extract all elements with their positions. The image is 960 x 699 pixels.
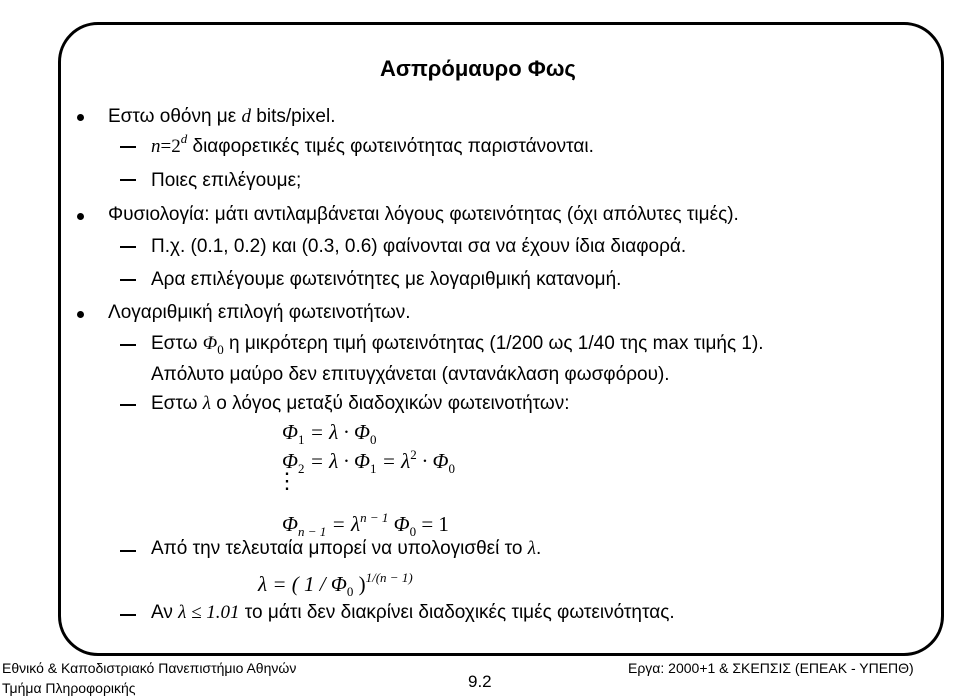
line-2-post: διαφορετικές τιμές φωτεινότητας παριστάνονται. — [187, 136, 594, 157]
bullet-marker — [77, 311, 84, 318]
line-11-lambda: λ — [527, 538, 536, 559]
text-line-11 — [151, 538, 541, 560]
equation-4 — [258, 572, 413, 597]
eq4-a: λ = — [258, 572, 292, 596]
line-12-pre: Αν — [151, 602, 179, 623]
dash-marker — [120, 344, 136, 346]
eq1-lhs-sub: 1 — [298, 432, 305, 447]
footer-department: Τμήμα Πληροφορικής — [2, 680, 136, 696]
dash-marker — [120, 550, 136, 552]
text-line-12 — [151, 602, 675, 624]
line-8-sub: 0 — [217, 342, 224, 357]
dash-marker — [120, 179, 136, 181]
bullet-marker — [77, 213, 84, 220]
text-line-2 — [151, 131, 594, 159]
line-8-phi: Φ — [202, 333, 218, 354]
eq3-c: Φ — [393, 512, 410, 536]
eq2-b: = λ · Φ — [309, 449, 371, 473]
dash-marker — [120, 404, 136, 406]
eq1-rhs-sub: 0 — [370, 432, 377, 447]
line-2-exp: d — [180, 131, 188, 146]
line-2-eq: =2 — [160, 136, 181, 157]
line-11-pre: Από την τελευταία μπορεί να υπολογισθεί το — [151, 538, 528, 559]
text-line-9: Απόλυτο μαύρο δεν επιτυγχάνεται (αντανάκλαση φωσφόρου). — [151, 364, 670, 385]
bullet-marker — [77, 114, 84, 121]
eq2-d: · Φ — [422, 449, 449, 473]
slide-title: Ασπρόμαυρο Φως — [380, 56, 576, 81]
eq4-b-sub: 0 — [346, 584, 354, 599]
dash-marker — [120, 246, 136, 248]
line-2-n: n — [151, 136, 161, 157]
dash-marker — [120, 146, 136, 148]
text-line-3: Ποιες επιλέγουμε; — [151, 170, 302, 191]
footer-project: Εργα: 2000+1 & ΣΚΕΠΣΙΣ (ΕΠΕΑΚ - ΥΠΕΠΘ) — [628, 660, 914, 676]
text-line-8 — [151, 333, 764, 356]
eq3-b-sup: n − 1 — [360, 510, 389, 525]
equation-2 — [282, 449, 455, 474]
text-line-7: Λογαριθμική επιλογή φωτεινοτήτων. — [108, 302, 411, 323]
eq4-c-sup: 1/(n − 1) — [365, 570, 413, 585]
equation-1 — [282, 420, 377, 445]
line-8-pre: Εστω — [151, 333, 203, 354]
eq3-b: = λ — [331, 512, 361, 536]
eq1-lhs: Φ — [282, 420, 298, 444]
eq2-b-sub: 1 — [370, 461, 377, 476]
page-number: 9.2 — [468, 672, 492, 691]
eq2-c-sup: 2 — [410, 447, 417, 462]
footer-university: Εθνικό & Καποδιστριακό Πανεπιστήμιο Αθηνών — [2, 660, 297, 676]
line-1-pre: Εστω οθόνη με — [108, 106, 242, 127]
line-1-var: d — [241, 106, 251, 127]
eq3-d: = 1 — [421, 512, 449, 536]
line-10-pre: Εστω — [151, 393, 203, 414]
eq4-c: ) — [353, 572, 366, 596]
line-10-lambda: λ — [202, 393, 211, 414]
line-12-cond: λ ≤ 1.01 — [178, 602, 240, 623]
line-8-post: η μικρότερη τιμή φωτεινότητας (1/200 ως 1/40 της max τιμής 1). — [223, 333, 764, 354]
vertical-ellipsis: ⋮ — [276, 468, 298, 493]
eq4-b: ( 1 / Φ — [291, 572, 347, 596]
eq2-a-sub: 2 — [298, 461, 305, 476]
line-10-post: ο λόγος μεταξύ διαδοχικών φωτεινοτήτων: — [210, 393, 570, 414]
eq2-a: Φ — [282, 449, 298, 473]
dash-marker — [120, 614, 136, 616]
text-line-10 — [151, 393, 570, 415]
eq2-d-sub: 0 — [448, 461, 456, 476]
eq2-c: = λ — [381, 449, 411, 473]
text-line-5: Π.χ. (0.1, 0.2) και (0.3, 0.6) φαίνονται σα να έχουν ίδια διαφορά. — [151, 236, 687, 257]
eq3-a-sub: n − 1 — [298, 524, 327, 539]
dash-marker — [120, 279, 136, 281]
line-11-post: . — [535, 538, 542, 559]
eq3-a: Φ — [282, 512, 298, 536]
eq1-rhs: = λ · Φ — [309, 420, 371, 444]
text-line-4: Φυσιολογία: μάτι αντιλαμβάνεται λόγους φωτεινότητας (όχι απόλυτες τιμές). — [108, 204, 739, 225]
text-line-1 — [108, 106, 335, 128]
text-line-6: Αρα επιλέγουμε φωτεινότητες με λογαριθμική κατανομή. — [151, 269, 622, 290]
equation-3 — [282, 512, 449, 537]
line-12-post: το μάτι δεν διακρίνει διαδοχικές τιμές φωτεινότητας. — [239, 602, 675, 623]
line-1-post: bits/pixel. — [251, 106, 336, 127]
eq3-c-sub: 0 — [409, 524, 417, 539]
